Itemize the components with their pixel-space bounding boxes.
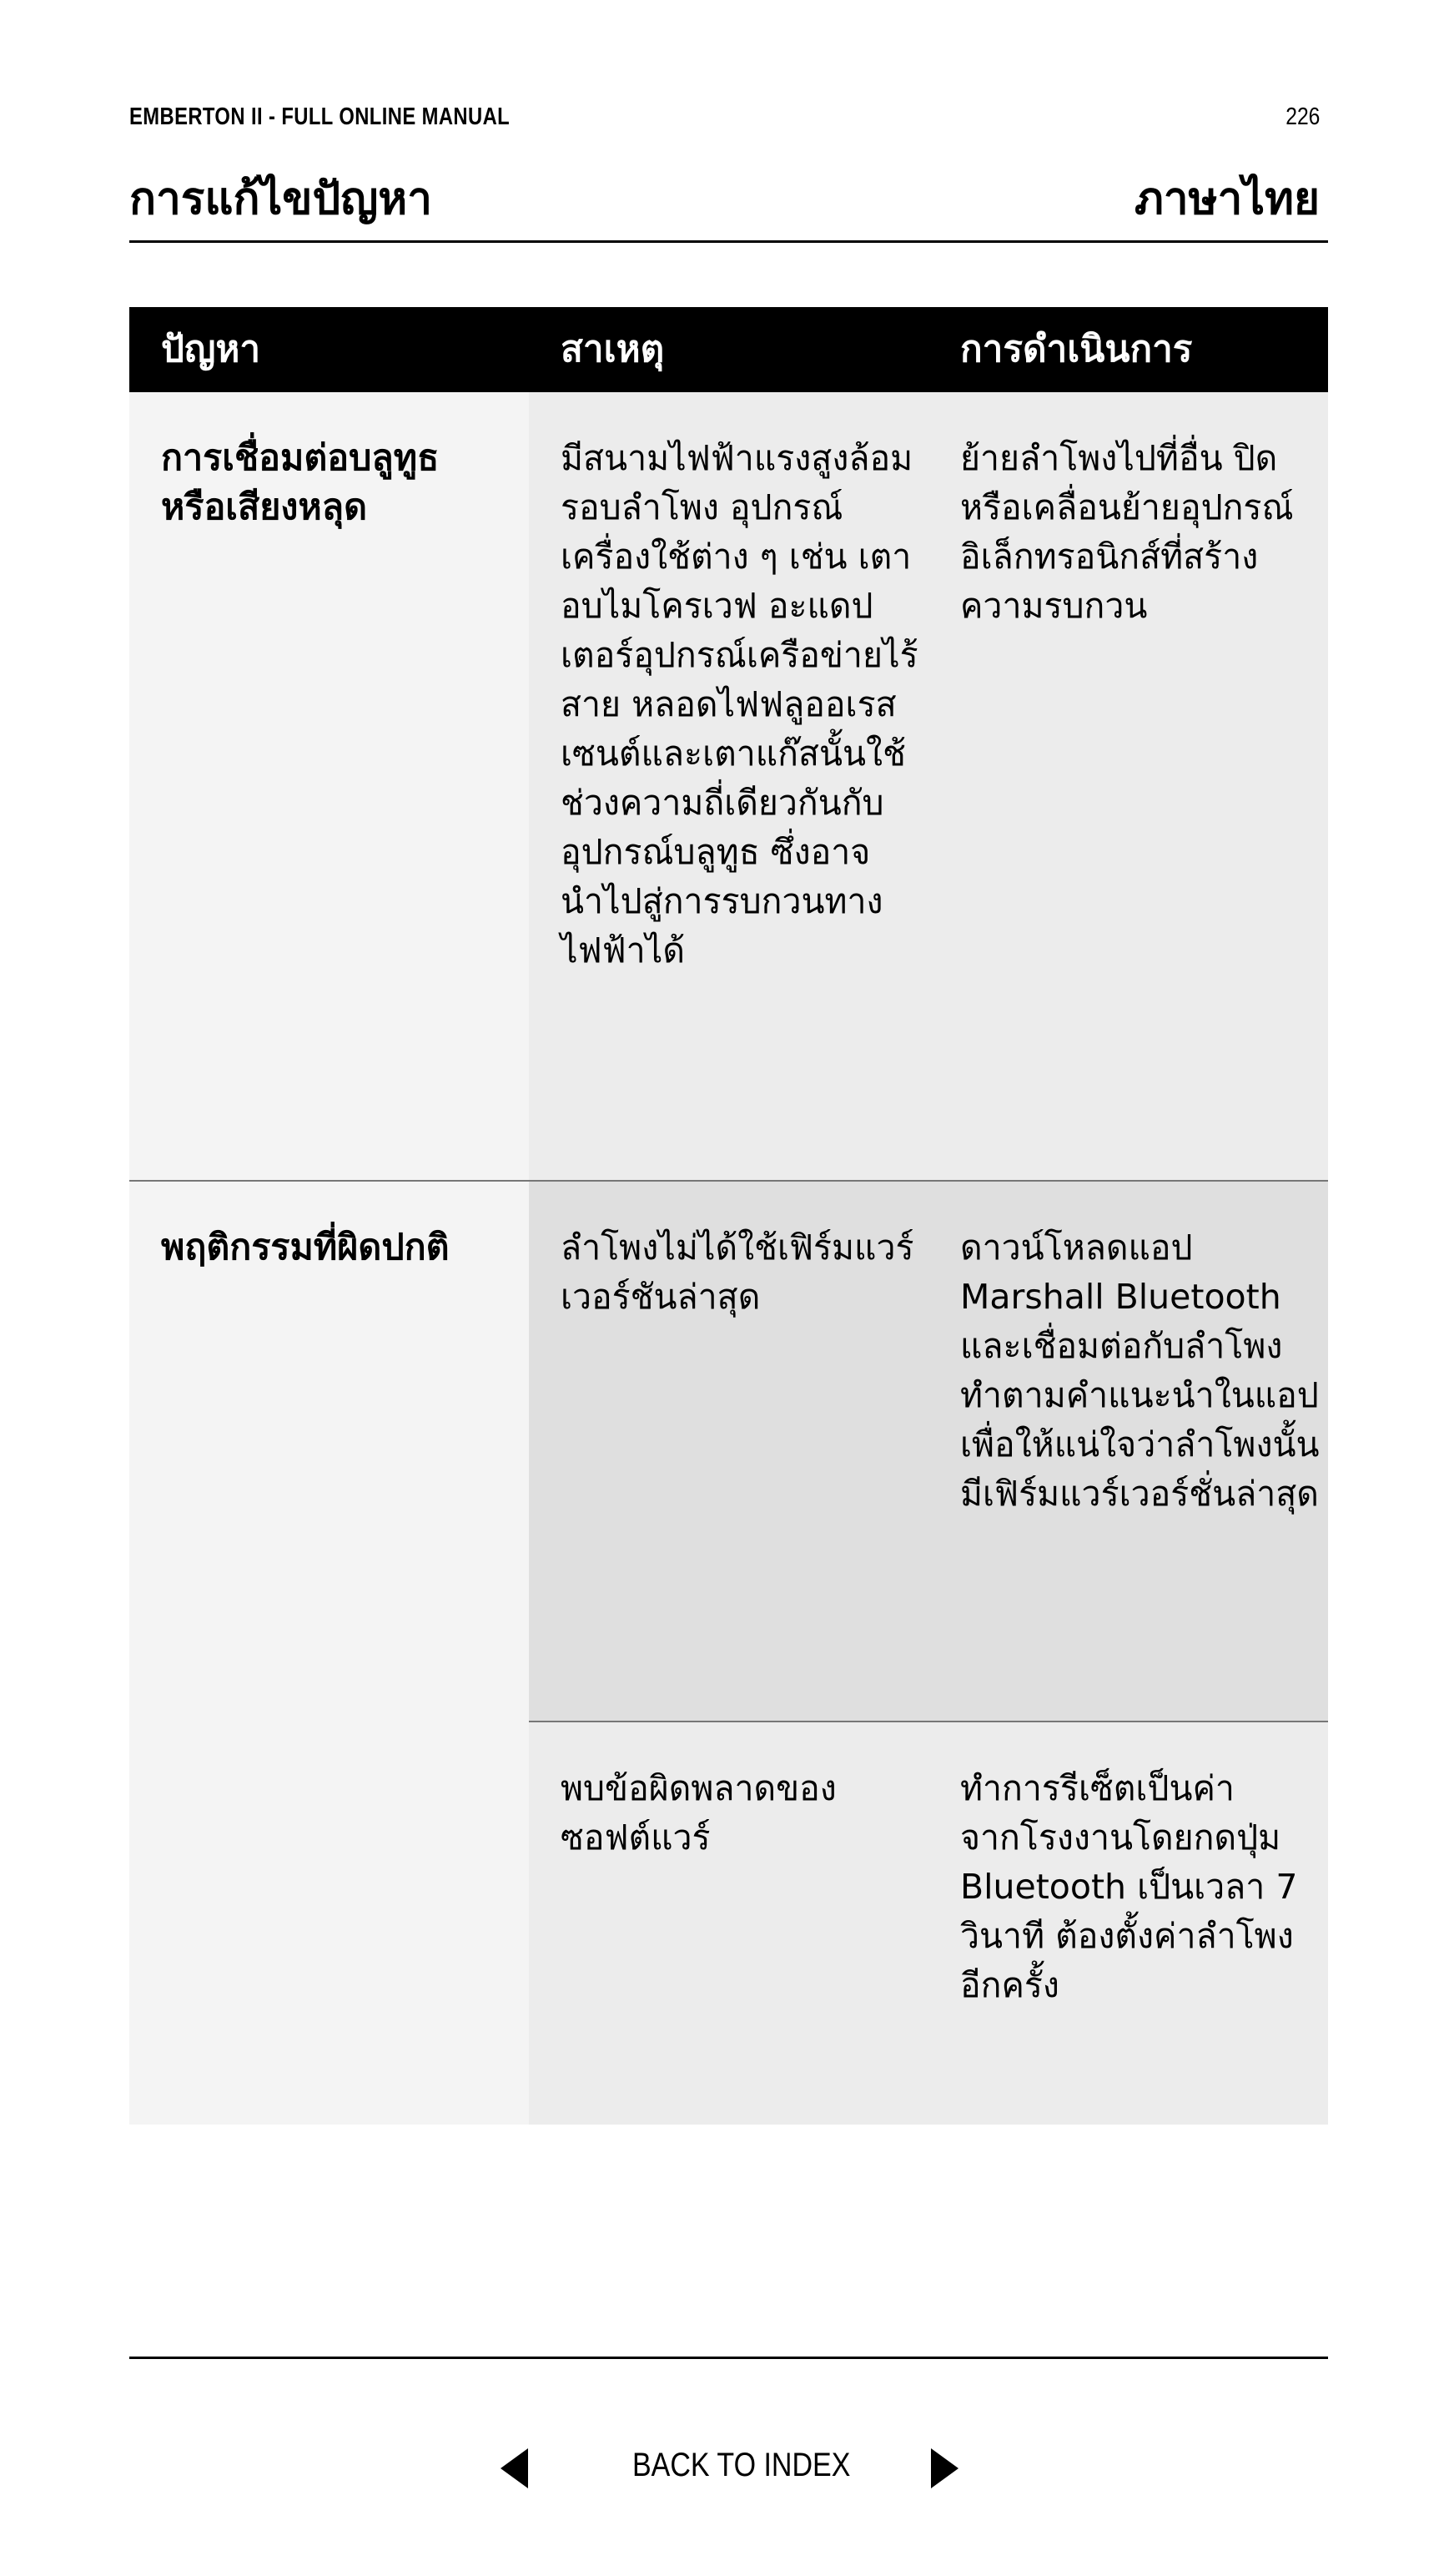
column-header-action: การดำเนินการ [960, 328, 1193, 371]
action-cell: ทำการรีเซ็ตเป็นค่า จากโรงงานโดยกดปุ่ม Bluetooth เป็นเวลา 7 วินาที ต้องตั้งค่าลำโพง อีกครั้ง [960, 1768, 1298, 2005]
triangle-left-icon[interactable] [501, 2448, 528, 2488]
action-cell: ย้ายลำโพงไปที่อื่น ปิด หรือเคลื่อนย้ายอุปกรณ์ อิเล็กทรอนิกส์ที่สร้าง ความรบกวน [960, 438, 1294, 626]
troubleshooting-table [129, 307, 1328, 2125]
language-label: ภาษาไทย [1134, 174, 1320, 224]
column-header-cause: สาเหตุ [561, 328, 665, 371]
problem-cell: การเชื่อมต่อบลูทูธ หรือเสียงหลุด [161, 437, 440, 528]
problem-cell: พฤติกรรมที่ผิดปกติ [161, 1227, 450, 1268]
column-header-problem: ปัญหา [161, 328, 261, 371]
header-divider [129, 240, 1328, 243]
manual-title: EMBERTON II - FULL ONLINE MANUAL [129, 103, 511, 130]
section-title: การแก้ไขปัญหา [129, 174, 432, 224]
triangle-right-icon[interactable] [931, 2448, 958, 2488]
cause-cell: ลำโพงไม่ได้ใช้เฟิร์มแวร์ เวอร์ชันล่าสุด [561, 1228, 914, 1317]
cause-cell: พบข้อผิดพลาดของ ซอฟต์แวร์ [561, 1768, 837, 1858]
table-header [129, 307, 1328, 392]
back-to-index-link[interactable]: BACK TO INDEX [632, 2447, 851, 2483]
page-number: 226 [1285, 103, 1320, 130]
cause-cell: มีสนามไฟฟ้าแรงสูงล้อม รอบลำโพง อุปกรณ์ เครื่องใช้ต่าง ๆ เช่น เตา อบไมโครเวฟ อะแดป เตอร์อุปกรณ์เครือข่ายไร้ สาย หลอดไฟฟลูออเรส เซนต์และเตาแก๊สนั้นใช้ ช่วงความถี่เดียวกันกับ อุปกรณ์บลูทูธ ซึ่งอาจ นำไปสู่การรบกวนทาง ไฟฟ้าได้ [561, 438, 918, 970]
action-cell: ดาวน์โหลดแอป Marshall Bluetooth และเชื่อมต่อกับลำโพง ทำตามคำแนะนำในแอป เพื่อให้แน่ใจว่าลำโพงนั้น มีเฟิร์มแวร์เวอร์ชั่นล่าสุด [960, 1228, 1320, 1514]
footer-divider [129, 2357, 1328, 2359]
